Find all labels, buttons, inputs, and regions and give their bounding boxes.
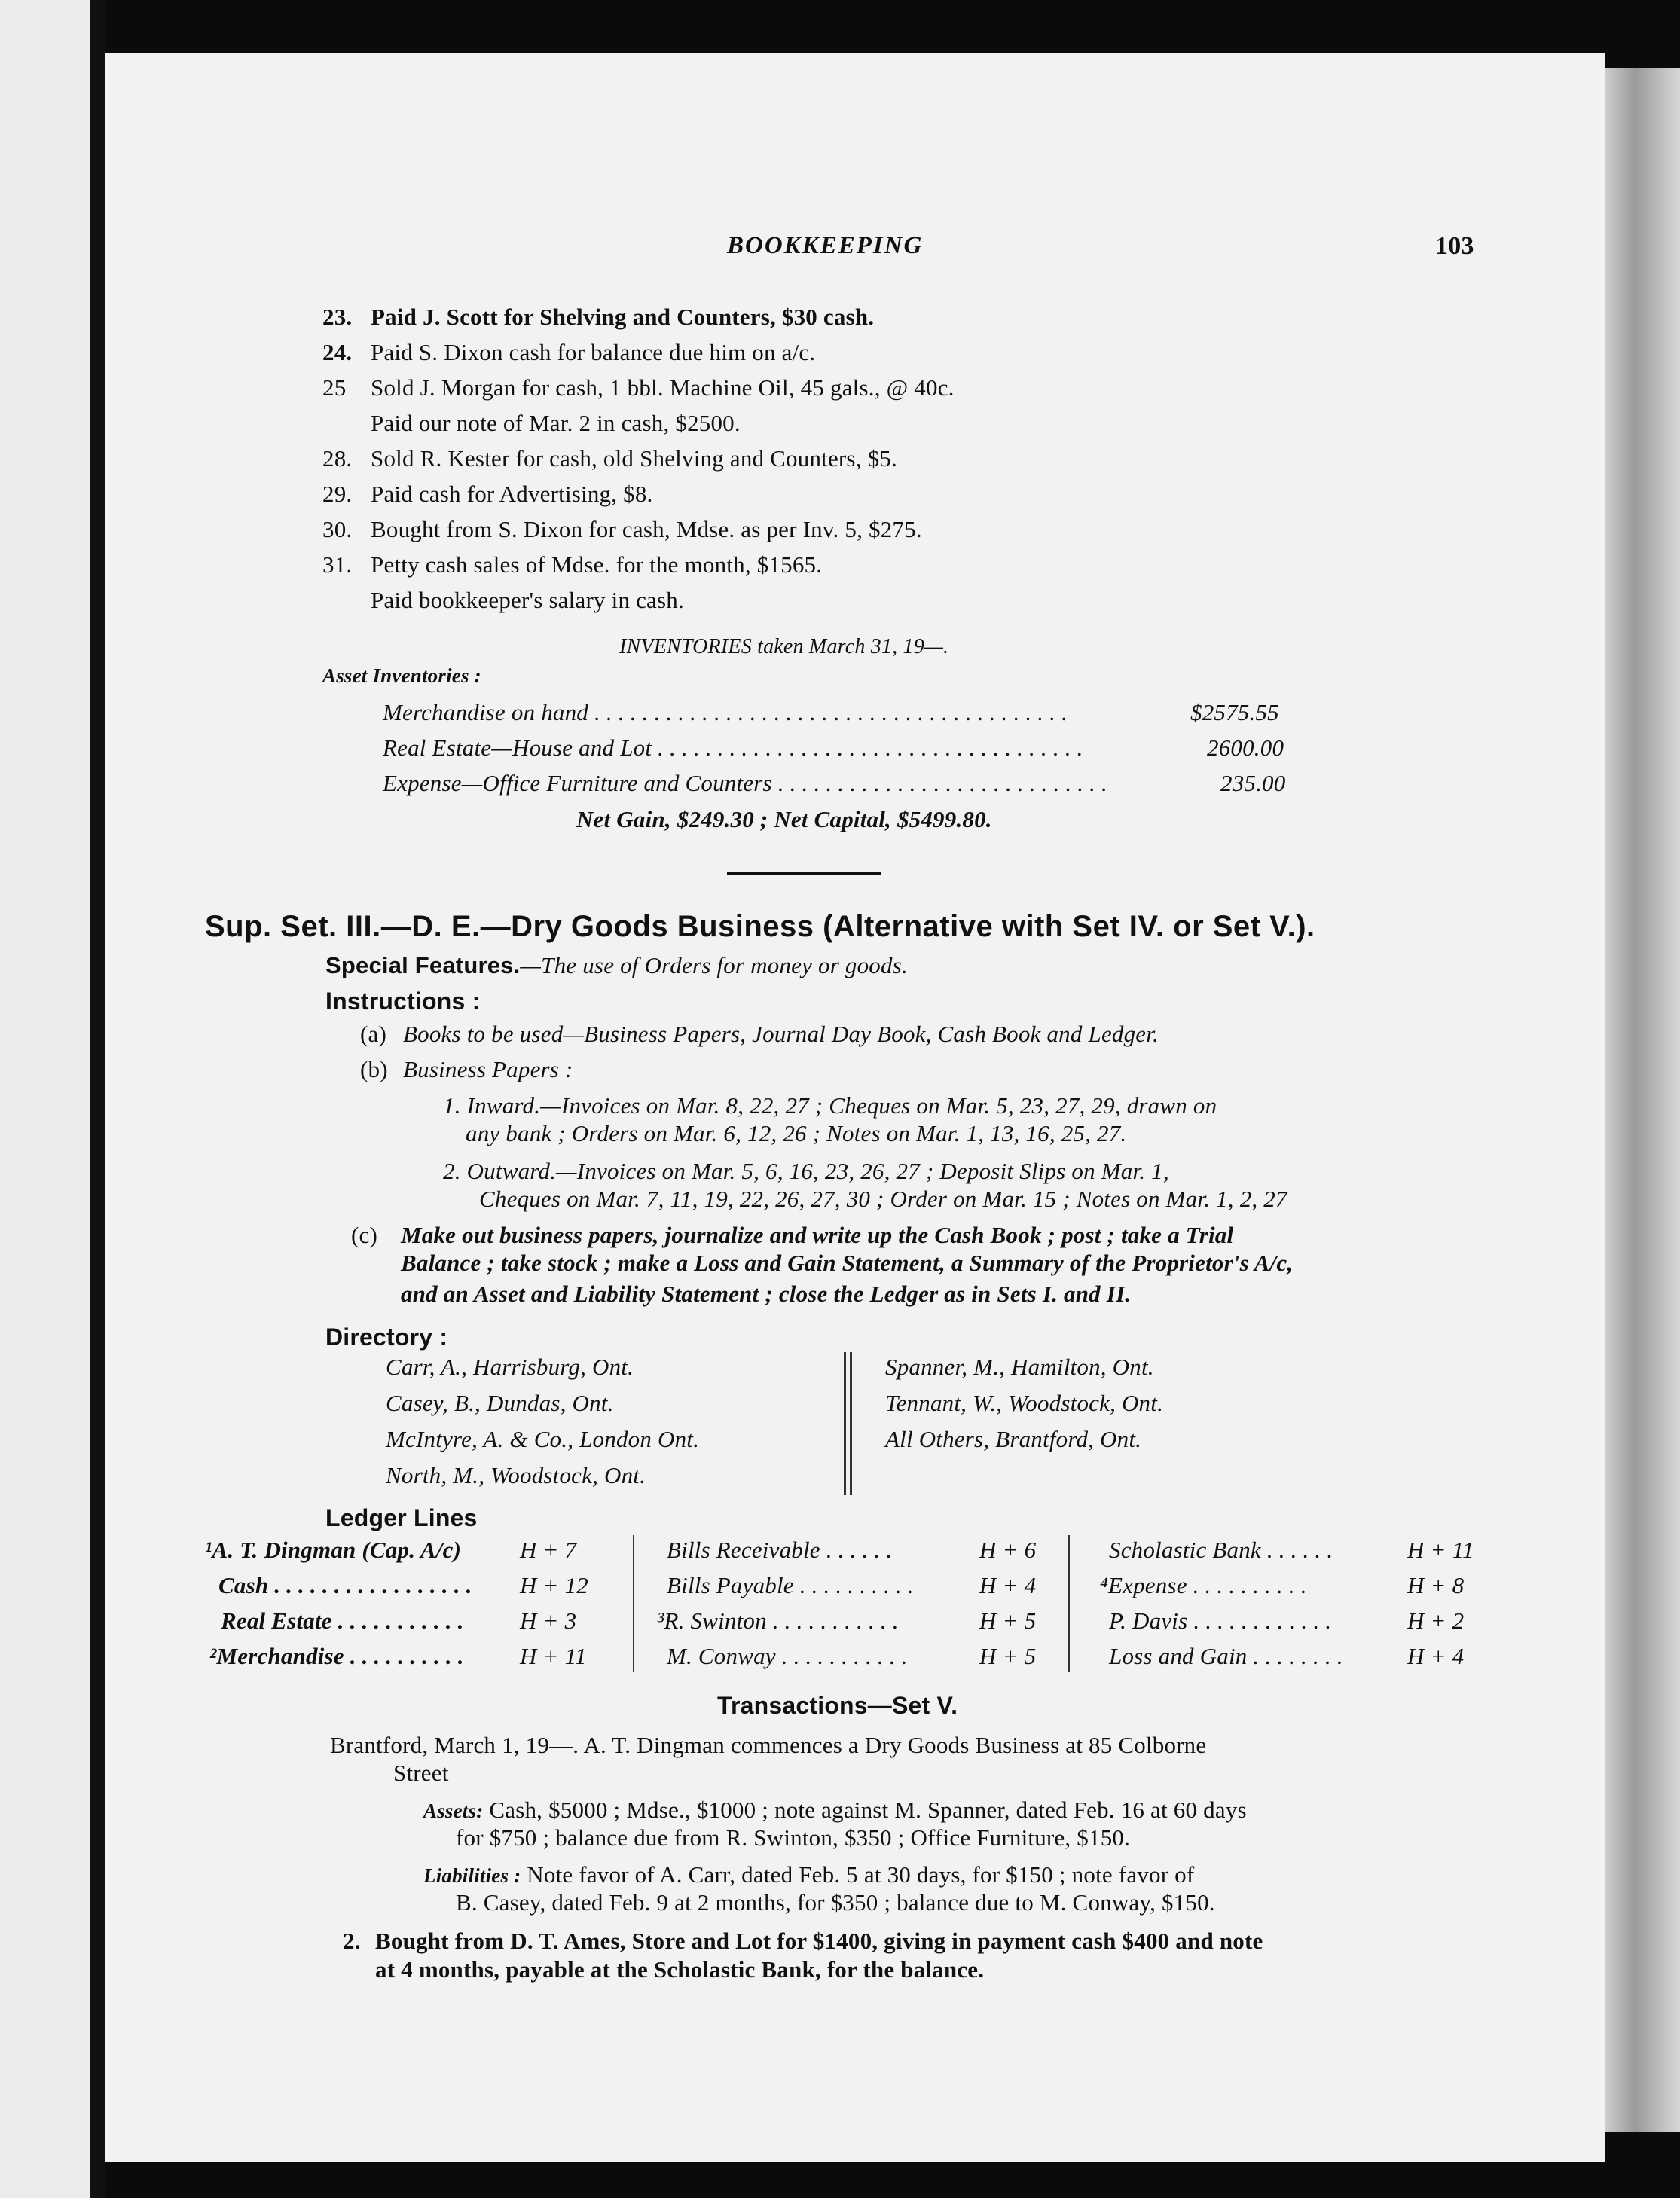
instruction-a: Books to be used—Business Papers, Journal Day Book, Cash Book and Ledger.	[403, 1021, 1159, 1047]
outward-papers-cont: Cheques on Mar. 7, 11, 19, 22, 26, 27, 30 ; Order on Mar. 15 ; Notes on Mar. 1, 2, 27	[479, 1186, 1287, 1212]
instruction-c-cont: and an Asset and Liability Statement ; close the Ledger as in Sets I. and II.	[401, 1281, 1132, 1307]
inventories-title: INVENTORIES taken March 31, 19—.	[619, 635, 949, 658]
entry-text: Paid bookkeeper's salary in cash.	[371, 587, 684, 613]
ledger-value: H + 11	[520, 1643, 587, 1669]
inventory-summary: Net Gain, $249.30 ; Net Capital, $5499.80.	[576, 806, 992, 832]
entry-number: 31.	[322, 551, 353, 578]
ledger-value: H + 5	[979, 1607, 1037, 1634]
ledger-value: H + 4	[1407, 1643, 1465, 1669]
section-divider	[727, 872, 881, 875]
inventory-value: 235.00	[1220, 770, 1286, 796]
ledger-account: Loss and Gain . . . . . . . .	[1109, 1643, 1343, 1669]
page-gutter	[90, 0, 105, 2198]
set-title: Sup. Set. III.—D. E.—Dry Goods Business (Alternative with Set IV. or Set V.).	[205, 910, 1315, 943]
entry-number: 28.	[322, 445, 353, 472]
ledger-account: ¹A. T. Dingman (Cap. A/c)	[205, 1537, 462, 1563]
assets-line: Assets: Cash, $5000 ; Mdse., $1000 ; note against M. Spanner, dated Feb. 16 at 60 days	[423, 1797, 1247, 1823]
ledger-account: Scholastic Bank . . . . . .	[1109, 1537, 1333, 1563]
ledger-account: P. Davis . . . . . . . . . . . .	[1109, 1607, 1332, 1634]
directory-divider	[850, 1352, 852, 1495]
instruction-c: Make out business papers, journalize and write up the Cash Book ; post ; take a Trial	[401, 1222, 1234, 1248]
ledger-value: H + 4	[979, 1572, 1037, 1598]
inward-papers: 1. Inward.—Invoices on Mar. 8, 22, 27 ; Cheques on Mar. 5, 23, 27, 29, drawn on	[443, 1092, 1217, 1119]
special-features: Special Features.—The use of Orders for money or goods.	[325, 952, 908, 978]
entry-number: 29.	[322, 481, 353, 507]
assets-line-cont: for $750 ; balance due from R. Swinton, $350 ; Office Furniture, $150.	[456, 1824, 1131, 1851]
inventory-item: Merchandise on hand . . . . . . . . . . . . . . . . . . . . . . . . . . . . . . . . . . . . . . . .	[383, 699, 1068, 725]
ledger-value: H + 3	[520, 1607, 577, 1634]
instruction-label-b: (b)	[360, 1056, 388, 1082]
directory-entry: McIntyre, A. & Co., London Ont.	[386, 1426, 700, 1452]
directory-label: Directory :	[325, 1323, 448, 1351]
page-number: 103	[1435, 232, 1474, 260]
asset-inventories-label: Asset Inventories :	[322, 664, 481, 687]
entry-text: Paid our note of Mar. 2 in cash, $2500.	[371, 410, 741, 436]
transaction-text: Brantford, March 1, 19—. A. T. Dingman commences a Dry Goods Business at 85 Colborne	[330, 1732, 1207, 1758]
instruction-c-cont: Balance ; take stock ; make a Loss and Gain Statement, a Summary of the Proprietor's A/c,	[401, 1250, 1294, 1276]
ledger-value: H + 11	[1407, 1537, 1474, 1563]
entry-number: 23.	[322, 304, 353, 330]
transaction-text: at 4 months, payable at the Scholastic Bank, for the balance.	[375, 1956, 985, 1983]
instructions-label: Instructions :	[325, 988, 481, 1015]
instruction-b: Business Papers :	[403, 1056, 573, 1082]
page-stack-edge	[1605, 68, 1680, 2132]
directory-divider	[844, 1352, 846, 1495]
entry-number: 24.	[322, 339, 353, 365]
transaction-text: Street	[393, 1760, 449, 1786]
ledger-account: Real Estate . . . . . . . . . . .	[221, 1607, 464, 1634]
inventory-item: Expense—Office Furniture and Counters . . . . . . . . . . . . . . . . . . . . . . . . . . . .	[383, 770, 1108, 796]
ledger-divider	[633, 1535, 634, 1672]
directory-entry: Casey, B., Dundas, Ont.	[386, 1390, 614, 1416]
inventory-value: 2600.00	[1207, 734, 1284, 761]
liabilities-line-cont: B. Casey, dated Feb. 9 at 2 months, for $350 ; balance due to M. Conway, $150.	[456, 1889, 1215, 1916]
entry-text: Bought from S. Dixon for cash, Mdse. as per Inv. 5, $275.	[371, 516, 922, 542]
entry-text: Paid J. Scott for Shelving and Counters, $30 cash.	[371, 304, 875, 330]
inward-papers-cont: any bank ; Orders on Mar. 6, 12, 26 ; Notes on Mar. 1, 13, 16, 25, 27.	[466, 1120, 1127, 1146]
directory-entry: North, M., Woodstock, Ont.	[386, 1462, 646, 1488]
facing-page-edge	[0, 0, 90, 2198]
ledger-account: Cash . . . . . . . . . . . . . . . . .	[218, 1572, 472, 1598]
ledger-value: H + 2	[1407, 1607, 1465, 1634]
inventory-item: Real Estate—House and Lot . . . . . . . . . . . . . . . . . . . . . . . . . . . . . . . . . . . .	[383, 734, 1083, 761]
ledger-value: H + 7	[520, 1537, 577, 1563]
entry-text: Petty cash sales of Mdse. for the month, $1565.	[371, 551, 823, 578]
ledger-value: H + 12	[520, 1572, 589, 1598]
entry-text: Sold J. Morgan for cash, 1 bbl. Machine Oil, 45 gals., @ 40c.	[371, 374, 955, 401]
ledger-account: M. Conway . . . . . . . . . . .	[667, 1643, 908, 1669]
ledger-account: Bills Payable . . . . . . . . . .	[667, 1572, 914, 1598]
ledger-account: ²Merchandise . . . . . . . . . .	[209, 1643, 464, 1669]
directory-entry: Spanner, M., Hamilton, Ont.	[885, 1354, 1154, 1380]
outward-papers: 2. Outward.—Invoices on Mar. 5, 6, 16, 23, 26, 27 ; Deposit Slips on Mar. 1,	[443, 1158, 1169, 1184]
running-header: BOOKKEEPING	[727, 232, 924, 259]
inventory-value: $2575.55	[1190, 699, 1279, 725]
entry-number: 30.	[322, 516, 353, 542]
instruction-label-a: (a)	[360, 1021, 387, 1047]
transaction-text: Bought from D. T. Ames, Store and Lot for $1400, giving in payment cash $400 and note	[375, 1928, 1263, 1954]
instruction-label-c: (c)	[351, 1222, 378, 1248]
entry-text: Sold R. Kester for cash, old Shelving and Counters, $5.	[371, 445, 897, 472]
directory-entry: Carr, A., Harrisburg, Ont.	[386, 1354, 634, 1380]
entry-text: Paid S. Dixon cash for balance due him on a/c.	[371, 339, 816, 365]
ledger-value: H + 5	[979, 1643, 1037, 1669]
ledger-divider	[1068, 1535, 1070, 1672]
entry-number: 25	[322, 374, 347, 401]
directory-entry: Tennant, W., Woodstock, Ont.	[885, 1390, 1164, 1416]
ledger-account: Bills Receivable . . . . . .	[667, 1537, 893, 1563]
transaction-number: 2.	[343, 1928, 361, 1954]
entry-text: Paid cash for Advertising, $8.	[371, 481, 653, 507]
ledger-value: H + 8	[1407, 1572, 1465, 1598]
liabilities-line: Liabilities : Note favor of A. Carr, dated Feb. 5 at 30 days, for $150 ; note favor of	[423, 1861, 1195, 1888]
ledger-account: ³R. Swinton . . . . . . . . . . .	[657, 1607, 899, 1634]
ledger-account: ⁴Expense . . . . . . . . . .	[1100, 1572, 1307, 1598]
transactions-label: Transactions—Set V.	[717, 1692, 958, 1719]
directory-entry: All Others, Brantford, Ont.	[885, 1426, 1142, 1452]
ledger-lines-label: Ledger Lines	[325, 1504, 478, 1531]
ledger-value: H + 6	[979, 1537, 1037, 1563]
